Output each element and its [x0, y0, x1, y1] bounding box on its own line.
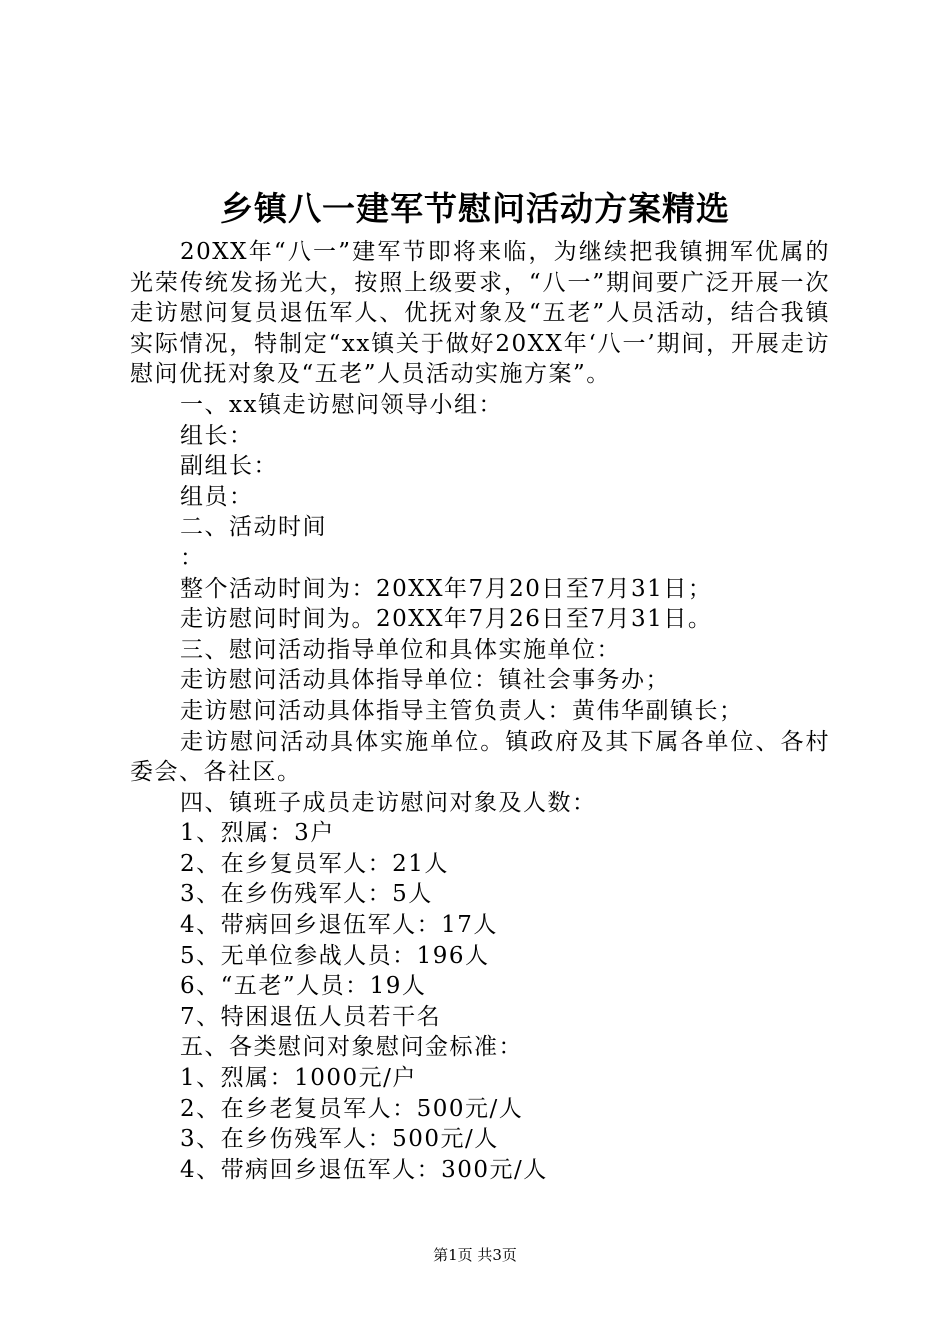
body-line: 1、烈属：1000元/户 [180, 1065, 417, 1092]
body-line: 5、无单位参战人员：196人 [180, 942, 490, 969]
body-line: 4、带病回乡退伍军人：17人 [180, 912, 498, 939]
body-line: 6、“五老”人员：19人 [180, 973, 427, 1000]
body-paragraph: 20XX年“八一”建军节即将来临，为继续把我镇拥军优属的光荣传统发扬光大，按照上级要求，“八一”期间要广泛开展一次走访慰问复员退伍军人、优抚对象及“五老”人员活动，结合我镇实际情况，特制定“xx镇关于做好20XX年‘八一’期间，开展走访慰问优抚对象及“五老”人员活动实施方案”。 [130, 239, 830, 388]
body-line: 四、镇班子成员走访慰问对象及人数： [180, 789, 597, 816]
body-line: 二、活动时间 [180, 514, 327, 541]
body-line: 3、在乡伤残军人：500元/人 [180, 1126, 499, 1153]
body-line: 五、各类慰问对象慰问金标准： [180, 1034, 523, 1061]
body-line: 1、烈属：3户 [180, 820, 335, 847]
page-footer: 第1页 共3页 [433, 1246, 517, 1264]
body-line: 三、慰问活动指导单位和具体实施单位： [180, 636, 621, 663]
body-line: ： [180, 544, 205, 571]
body-line: 组员： [180, 483, 254, 510]
body-line: 整个活动时间为：20XX年7月20日至7月31日； [180, 575, 713, 602]
document-title: 乡镇八一建军节慰问活动方案精选 [220, 189, 730, 228]
body-line: 一、xx镇走访慰问领导小组： [180, 391, 503, 418]
body-line: 3、在乡伤残军人：5人 [180, 881, 433, 908]
body-line: 走访慰问活动具体指导单位：镇社会事务办； [180, 667, 670, 694]
body-line: 7、特困退伍人员若干名 [180, 1003, 442, 1030]
body-line: 走访慰问时间为。20XX年7月26日至7月31日。 [180, 606, 713, 633]
document-body [130, 237, 830, 1185]
body-line: 组长： [180, 422, 254, 449]
body-line: 副组长： [180, 453, 278, 480]
body-line: 2、在乡老复员军人：500元/人 [180, 1095, 524, 1122]
body-paragraph: 走访慰问活动具体实施单位。镇政府及其下属各单位、各村委会、各社区。 [130, 728, 830, 786]
body-line: 走访慰问活动具体指导主管负责人：黄伟华副镇长； [180, 697, 744, 724]
body-line: 4、带病回乡退伍军人：300元/人 [180, 1156, 548, 1183]
body-line: 2、在乡复员军人：21人 [180, 850, 449, 877]
